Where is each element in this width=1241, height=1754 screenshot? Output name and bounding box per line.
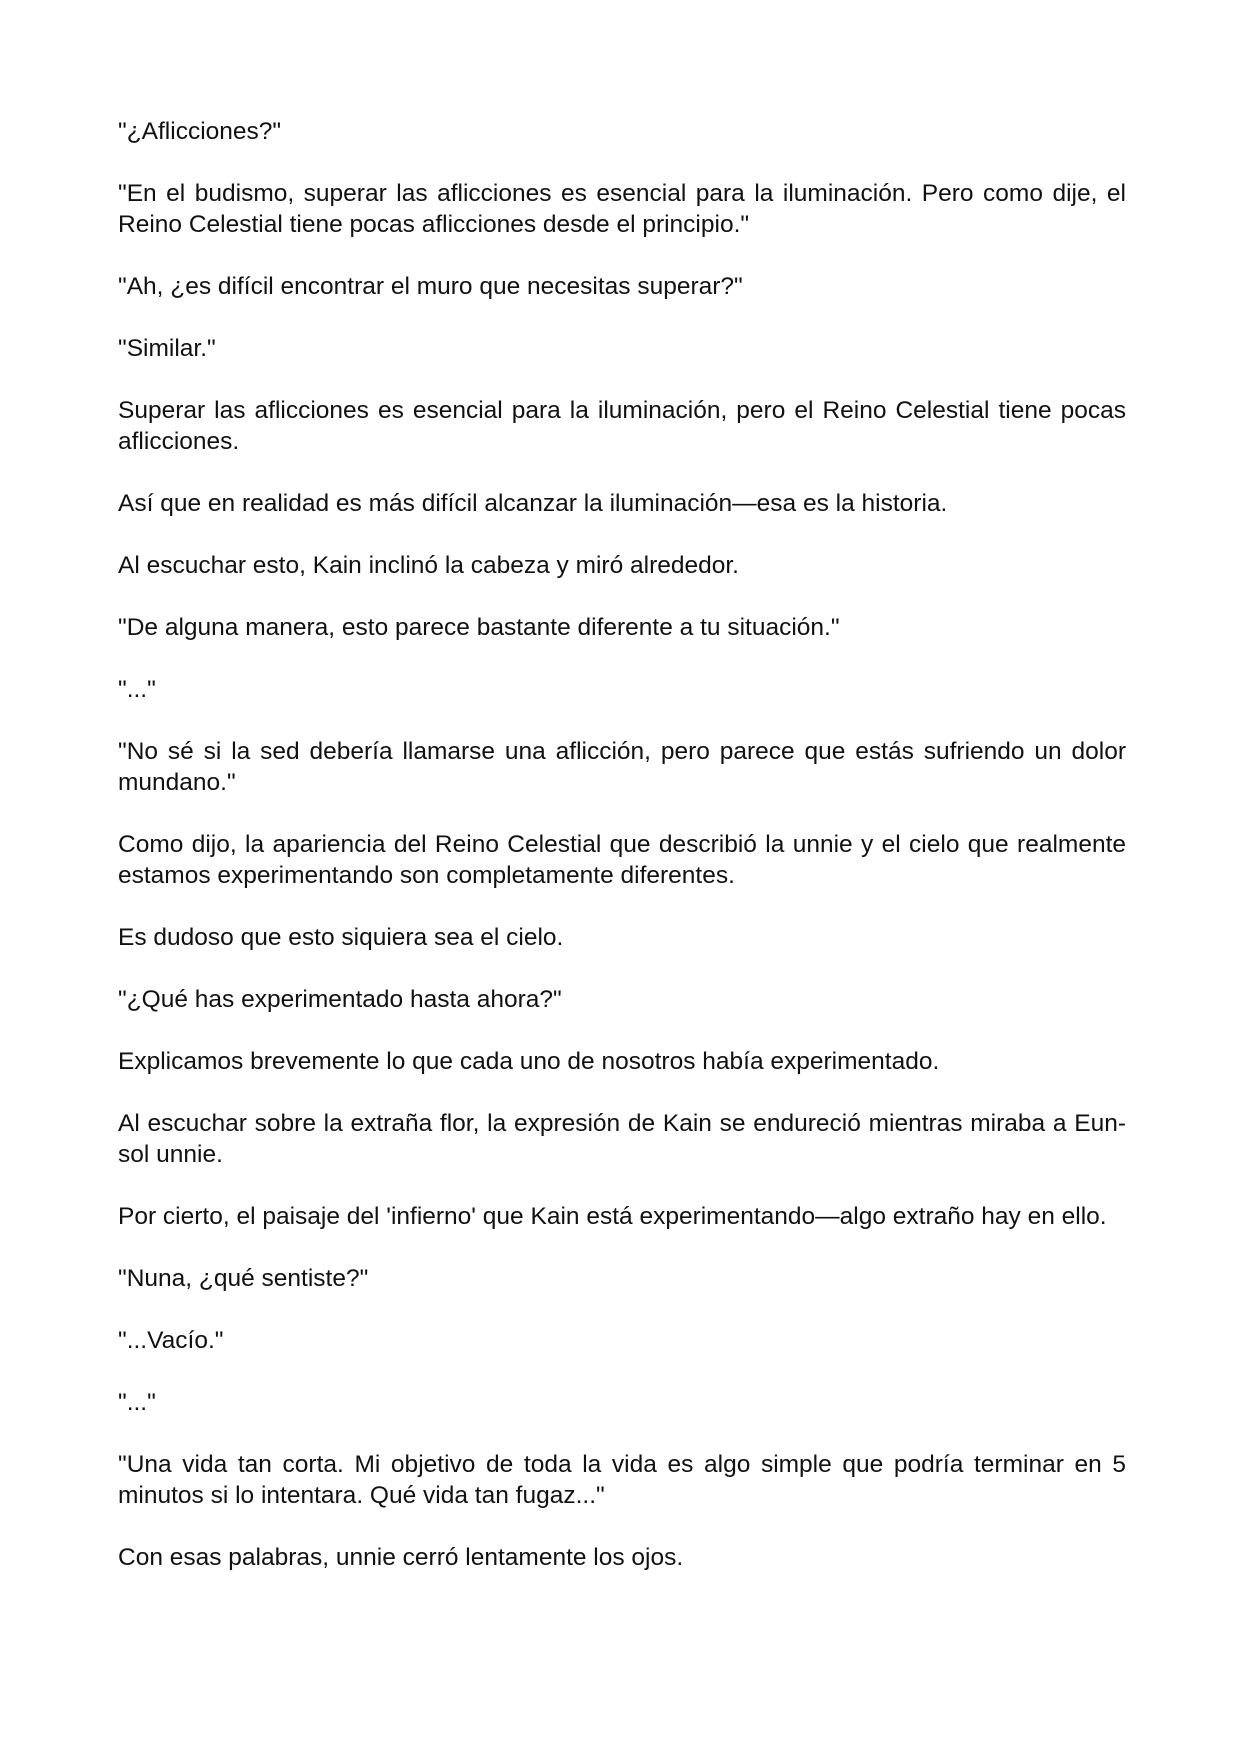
paragraph: "...Vacío." <box>118 1327 224 1354</box>
paragraph: "Similar." <box>118 335 216 362</box>
paragraph: "En el budismo, superar las aflicciones es esencial para la iluminación. Pero como dije, el Reino Celestial tiene pocas aflicciones desde el principio." <box>118 180 1126 238</box>
text-body <box>118 116 1126 1604</box>
paragraph: "..." <box>118 676 156 703</box>
paragraph: Al escuchar esto, Kain inclinó la cabeza y miró alrededor. <box>118 552 739 579</box>
paragraph: Es dudoso que esto siquiera sea el cielo. <box>118 924 564 951</box>
paragraph: Superar las aflicciones es esencial para la iluminación, pero el Reino Celestial tiene pocas aflicciones. <box>118 397 1126 455</box>
paragraph: Por cierto, el paisaje del 'infierno' que Kain está experimentando—algo extraño hay en ello. <box>118 1203 1107 1230</box>
paragraph: "De alguna manera, esto parece bastante diferente a tu situación." <box>118 614 840 641</box>
paragraph: Así que en realidad es más difícil alcanzar la iluminación—esa es la historia. <box>118 490 948 517</box>
paragraph: "..." <box>118 1389 156 1416</box>
paragraph: "Ah, ¿es difícil encontrar el muro que necesitas superar?" <box>118 273 743 300</box>
paragraph: Con esas palabras, unnie cerró lentamente los ojos. <box>118 1544 684 1571</box>
paragraph: "No sé si la sed debería llamarse una aflicción, pero parece que estás sufriendo un dolor mundano." <box>118 738 1126 796</box>
paragraph: "¿Qué has experimentado hasta ahora?" <box>118 986 562 1013</box>
paragraph: Al escuchar sobre la extraña flor, la expresión de Kain se endureció mientras miraba a Eun-sol unnie. <box>118 1110 1126 1168</box>
paragraph: "Nuna, ¿qué sentiste?" <box>118 1265 369 1292</box>
paragraph: Explicamos brevemente lo que cada uno de nosotros había experimentado. <box>118 1048 940 1075</box>
paragraph: "Una vida tan corta. Mi objetivo de toda la vida es algo simple que podría terminar en 5 minutos si lo intentara. Qué vida tan fugaz..." <box>118 1451 1126 1509</box>
paragraph: "¿Aflicciones?" <box>118 118 282 145</box>
paragraph: Como dijo, la apariencia del Reino Celestial que describió la unnie y el cielo que realmente estamos experimentando son completamente diferentes. <box>118 831 1126 889</box>
